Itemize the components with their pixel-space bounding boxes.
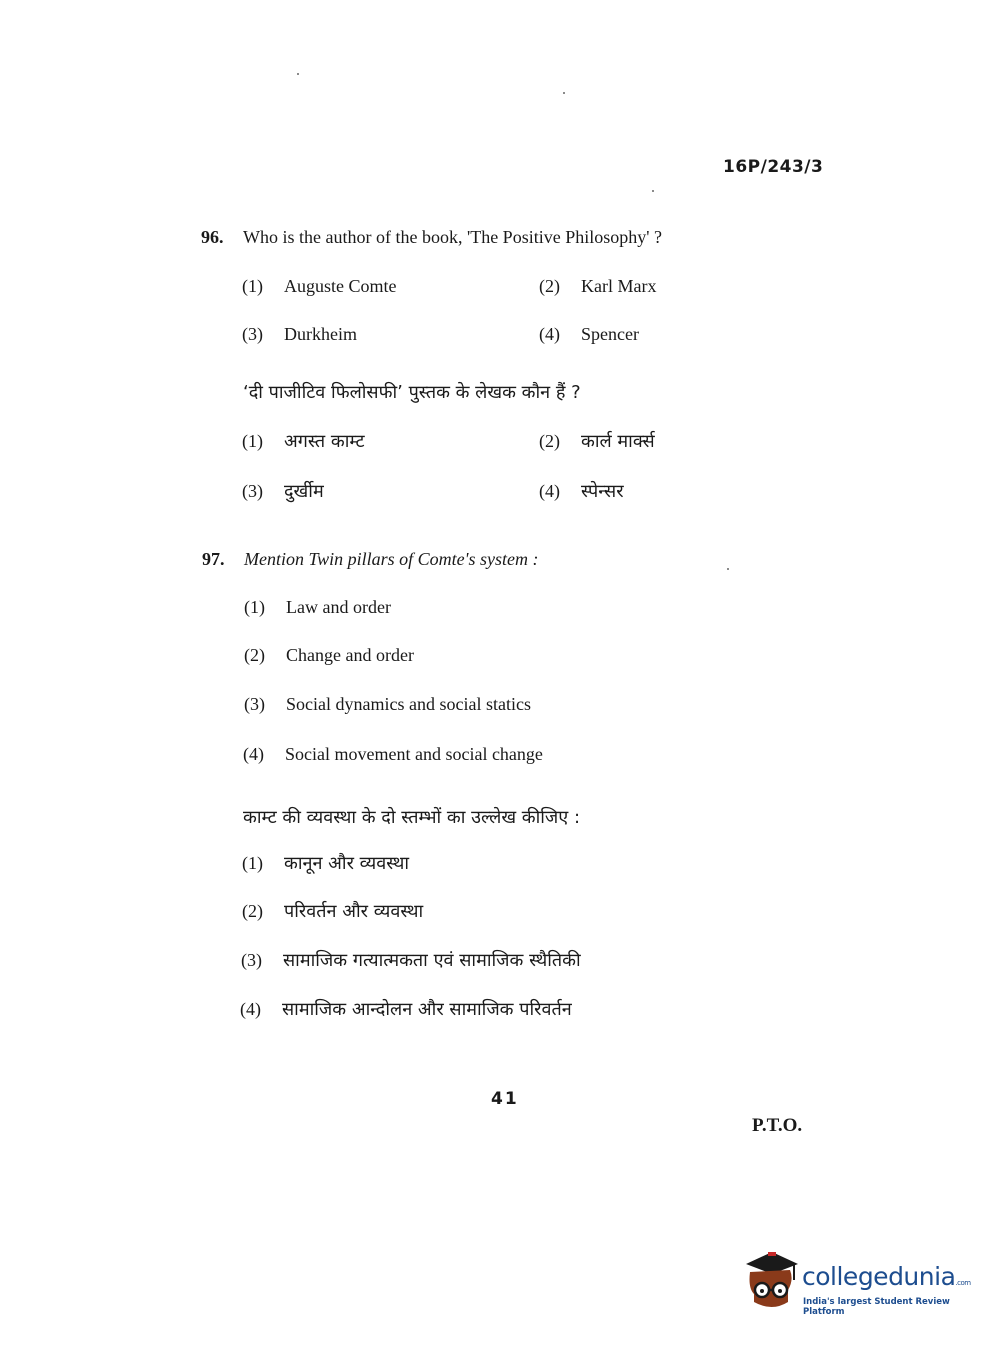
option-hi-4: (4) सामाजिक आन्दोलन और सामाजिक परिवर्तन [240,999,572,1020]
option-hi-4: (4) स्पेन्सर [539,481,624,502]
brand-name: collegedunia.com [802,1262,971,1291]
question-number: 97. [202,549,225,569]
question-text-en: Mention Twin pillars of Comte's system : [244,549,539,569]
question-number: 96. [201,227,224,247]
option-hi-1: (1) कानून और व्यवस्था [242,853,410,874]
option-hi-1: (1) अगस्त काम्ट [242,431,365,452]
question-text-hi: ‘दी पाजीटिव फिलोसफी’ पुस्तक के लेखक कौन हैं ? [243,382,581,403]
option-hi-3: (3) सामाजिक गत्यात्मकता एवं सामाजिक स्थैतिकी [241,950,581,971]
option-en-3: (3) Social dynamics and social statics [244,694,531,714]
question-text-en: Who is the author of the book, 'The Positive Philosophy' ? [243,227,662,247]
pto-label: P.T.O. [752,1115,803,1136]
page-number: 41 [491,1089,519,1109]
question-text-hi: काम्ट की व्यवस्था के दो स्तम्भों का उल्लेख कीजिए : [243,807,581,828]
option-en-4: (4) Spencer [539,324,639,344]
option-en-4: (4) Social movement and social change [243,744,543,764]
graduate-mascot-icon [742,1250,800,1314]
collegedunia-watermark [742,1250,972,1320]
brand-tagline: India's largest Student Review Platform [803,1297,950,1317]
option-hi-2: (2) परिवर्तन और व्यवस्था [242,901,424,922]
paper-code: 16P/243/3 [723,157,824,177]
option-en-2: (2) Change and order [244,645,414,665]
option-en-2: (2) Karl Marx [539,276,657,296]
option-en-1: (1) Law and order [244,597,391,617]
option-hi-3: (3) दुर्खीम [242,481,324,502]
option-en-1: (1) Auguste Comte [242,276,397,296]
option-en-3: (3) Durkheim [242,324,357,344]
option-hi-2: (2) कार्ल मार्क्स [539,431,655,452]
